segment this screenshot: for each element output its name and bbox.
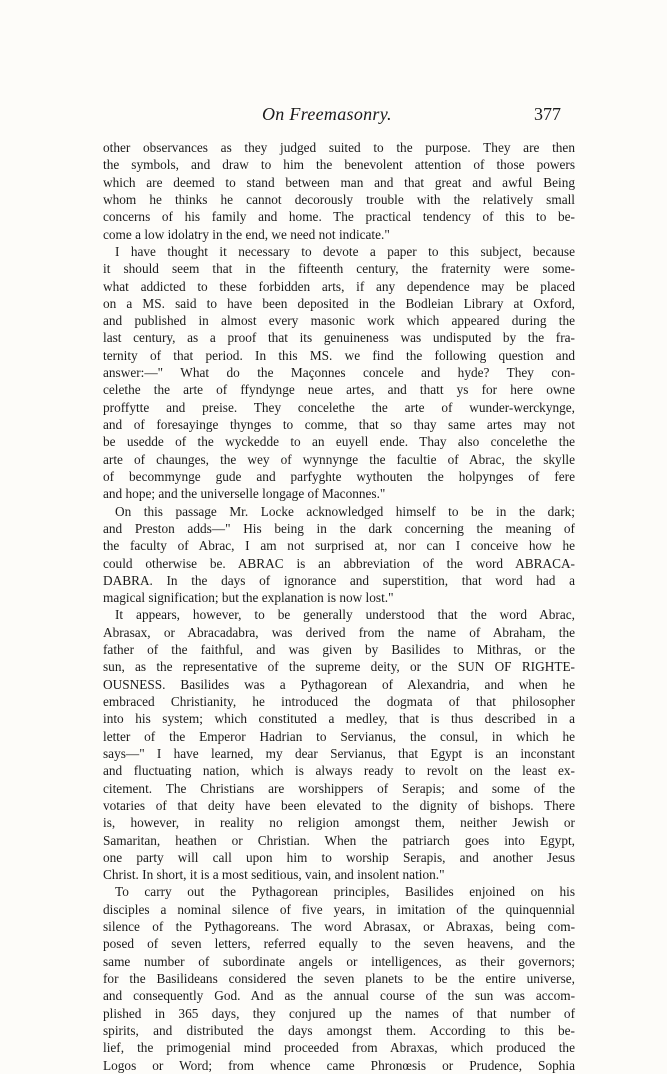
text-line: is, however, in reality no religion amongst them, neither Jewish or (103, 815, 575, 831)
text-line: be usedde of the wyckedde to an euyell ende. Thay also concelethe the (103, 434, 575, 450)
text-line: Logos or Word; from whence came Phronœsis or Prudence, Sophia (103, 1057, 575, 1073)
text-line: and Preston adds—" His being in the dark concerning the meaning of (103, 520, 575, 536)
running-title: On Freemasonry. (262, 104, 392, 124)
text-line: and consequently God. And as the annual course of the sun was accom- (103, 988, 575, 1004)
text-line: spirits, and distributed the days amongst them. According to this be- (103, 1022, 575, 1038)
running-head (0, 104, 667, 128)
text-line: sun, as the representative of the supreme deity, or the SUN OF RIGHTE- (103, 659, 575, 675)
text-line: whom he thinks he cannot decorously trouble with the relatively small (103, 191, 575, 207)
text-line: on a MS. said to have been deposited in the Bodleian Library at Oxford, (103, 295, 575, 311)
text-line: On this passage Mr. Locke acknowledged himself to be in the dark; (115, 503, 575, 519)
page-number: 377 (534, 104, 561, 124)
text-line: and of foresayinge thynges to comme, that so thay same artes may not (103, 417, 575, 432)
text-line: votaries of that deity have been elevated to the dignity of bishops. There (103, 797, 575, 813)
text-line: Christ. In short, it is a most seditious, vain, and insolent nation." (103, 867, 445, 883)
text-line: magical signification; but the explanation is now lost." (103, 590, 394, 606)
text-line: into his system; which constituted a medley, that is thus described in a (103, 711, 575, 727)
text-line: answer:—" What do the Maçonnes concele and hyde? They con- (103, 365, 575, 381)
text-line: citement. The Christians are worshippers of Serapis; and some of the (103, 780, 575, 796)
text-line: embraced Christianity, he introduced the dogmata of that philosopher (103, 694, 575, 709)
text-line: the faculty of Abrac, I am not surprised at, nor can I conceive how he (103, 538, 575, 554)
text-line: Samaritan, heathen or Christian. When the patriarch goes into Egypt, (103, 832, 575, 848)
text-line: and fluctuating nation, which is always ready to revolt on the least ex- (103, 763, 575, 779)
text-line: It appears, however, to be generally understood that the word Abrac, (115, 607, 575, 623)
text-line: could otherwise be. ABRAC is an abbreviation of the word ABRACA- (103, 555, 575, 571)
text-line: celethe the arte of ffyndynge neue artes, and thatt ys for here owne (103, 382, 575, 398)
text-line: I have thought it necessary to devote a paper to this subject, because (115, 243, 575, 259)
text-line: and published in almost every masonic work which appeared during the (103, 313, 575, 329)
text-line: posed of seven letters, referred equally to the seven heavens, and the (103, 936, 575, 952)
text-line: OUSNESS. Basilides was a Pythagorean of Alexandria, and when he (103, 676, 575, 692)
text-line: father of the faithful, and was given by Basilides to Mithras, or the (103, 642, 575, 658)
text-line: the symbols, and draw to him the benevolent attention of those powers (103, 157, 575, 173)
text-line: which are deemed to stand between man and that great and awful Being (103, 174, 575, 190)
text-line: same number of subordinate angels or intelligences, as their governors; (103, 953, 575, 969)
text-line: says—" I have learned, my dear Servianus, that Egypt is an inconstant (103, 745, 575, 761)
text-line: Abrasax, or Abracadabra, was derived from the name of Abraham, the (103, 624, 575, 640)
text-line: To carry out the Pythagorean principles, Basilides enjoined on his (115, 884, 575, 900)
text-line: it should seem that in the fifteenth century, the fraternity were some- (103, 261, 575, 277)
text-line: come a low idolatry in the end, we need not indicate." (103, 226, 390, 242)
text-line: disciples a nominal silence of five years, in imitation of the quinquennial (103, 901, 575, 917)
text-line: what addicted to these forbidden arts, if any dependence may be placed (103, 278, 575, 294)
text-line: arte of chaunges, the wey of wynnynge the facultie of Abrac, the skylle (103, 451, 575, 467)
text-line: last century, as a proof that its genuineness was undisputed by the fra- (103, 330, 575, 346)
text-line: and hope; and the universelle longage of Maconnes." (103, 486, 386, 502)
text-line: lief, the primogenial mind proceeded from Abraxas, which produced the (103, 1040, 575, 1056)
text-line: DABRA. In the days of ignorance and superstition, that word had a (103, 572, 575, 588)
text-line: letter of the Emperor Hadrian to Servianus, the consul, in which he (103, 728, 575, 744)
text-line: proffytte and preise. They concelethe the arte of wunder-werckynge, (103, 399, 575, 415)
text-line: concerns of his family and home. The practical tendency of this to be- (103, 209, 575, 225)
text-line: silence of the Pythagoreans. The word Abrasax, or Abraxas, being com- (103, 919, 575, 935)
text-line: for the Basilideans considered the seven planets to be the entire universe, (103, 971, 575, 986)
text-line: of becommynge gude and parfyghte wythouten the holpynges of fere (103, 468, 575, 484)
text-line: other observances as they judged suited to the purpose. They are then (103, 140, 575, 155)
text-line: ternity of that period. In this MS. we find the following question and (103, 347, 575, 363)
text-line: one party will call upon him to worship Serapis, and another Jesus (103, 849, 575, 865)
body-text (103, 139, 575, 1074)
text-line: plished in 365 days, they conjured up the names of that number of (103, 1005, 575, 1021)
